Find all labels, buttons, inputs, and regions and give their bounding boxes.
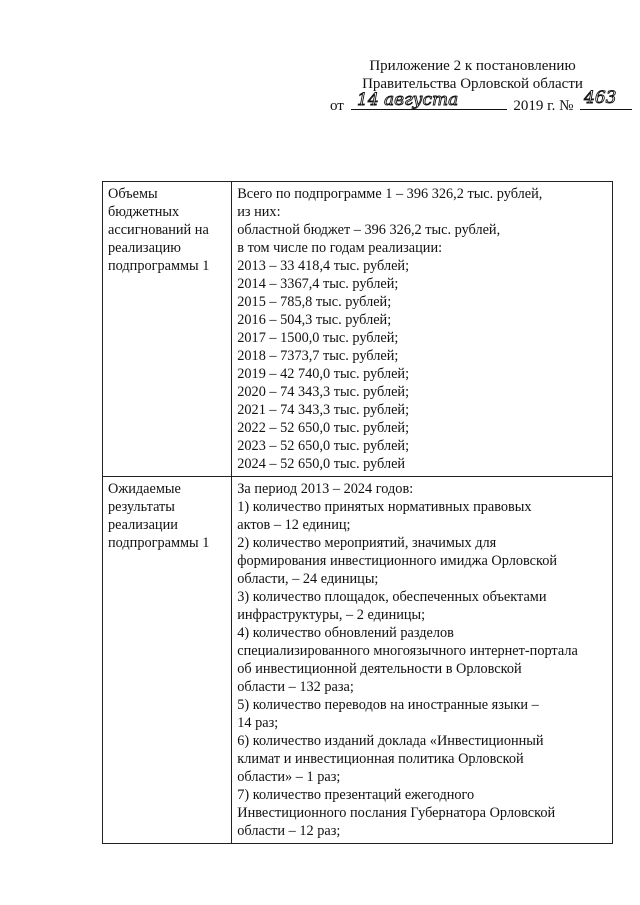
content-line: 2015 – 785,8 тыс. рублей; — [237, 294, 392, 310]
content-line: области – 132 раза; — [237, 679, 354, 695]
content-line: 2019 – 42 740,0 тыс. рублей; — [237, 366, 410, 382]
header-line-date — [330, 88, 617, 115]
label-line: реализации — [108, 517, 178, 533]
content-line: 2013 – 33 418,4 тыс. рублей; — [237, 258, 410, 274]
content-line: Всего по подпрограмме 1 – 396 326,2 тыс. рублей, — [237, 186, 543, 202]
content-line: За период 2013 – 2024 годов: — [237, 481, 414, 497]
content-line: области» – 1 раз; — [237, 769, 341, 785]
content-line: 3) количество площадок, обеспеченных объектами — [237, 589, 547, 605]
handwritten-date-text: 14 августа — [356, 90, 458, 110]
content-line: 1) количество принятых нормативных правовых — [237, 499, 532, 515]
content-line: специализированного многоязычного интернет-портала — [237, 643, 578, 659]
content-line: Инвестиционного послания Губернатора Орловской — [237, 805, 556, 821]
handwritten-date-field — [351, 90, 507, 110]
date-prefix: от — [330, 98, 344, 114]
document-header — [330, 57, 615, 115]
content-line: 2024 – 52 650,0 тыс. рублей — [237, 456, 406, 472]
label-line: бюджетных — [108, 204, 180, 220]
label-line: реализацию — [108, 240, 181, 256]
content-line: 2020 – 74 343,3 тыс. рублей; — [237, 384, 410, 400]
row-content-budget — [232, 182, 613, 477]
handwritten-number-signature — [580, 83, 632, 113]
content-line: из них: — [237, 204, 281, 220]
handwritten-date-signature — [351, 83, 507, 113]
content-line: 2017 – 1500,0 тыс. рублей; — [237, 330, 399, 346]
content-line: 2021 – 74 343,3 тыс. рублей; — [237, 402, 410, 418]
content-line: климат и инвестиционная политика Орловской — [237, 751, 524, 767]
content-line: 2018 – 7373,7 тыс. рублей; — [237, 348, 399, 364]
row-label-budget — [103, 182, 232, 477]
content-line: областной бюджет – 396 326,2 тыс. рублей, — [237, 222, 501, 238]
content-line: 7) количество презентаций ежегодного — [237, 787, 475, 803]
content-line: актов – 12 единиц; — [237, 517, 351, 533]
content-line: формирования инвестиционного имиджа Орловской — [237, 553, 558, 569]
label-line: подпрограммы 1 — [108, 258, 210, 274]
table-row-results — [103, 477, 613, 844]
label-line: ассигнований на — [108, 222, 209, 238]
content-line: 4) количество обновлений разделов — [237, 625, 454, 641]
label-line: подпрограммы 1 — [108, 535, 210, 551]
header-line-government: Правительства Орловской области — [362, 76, 583, 92]
content-line: инфраструктуры, – 2 единицы; — [237, 607, 426, 623]
content-line: 2023 – 52 650,0 тыс. рублей; — [237, 438, 410, 454]
row-label-results — [103, 477, 232, 844]
content-line: об инвестиционной деятельности в Орловской — [237, 661, 522, 677]
content-line: 6) количество изданий доклада «Инвестиционный — [237, 733, 544, 749]
content-line: 14 раз; — [237, 715, 279, 731]
content-line: 2022 – 52 650,0 тыс. рублей; — [237, 420, 410, 436]
content-line: области – 12 раз; — [237, 823, 341, 839]
content-line: 2014 – 3367,4 тыс. рублей; — [237, 276, 399, 292]
table-row-budget — [103, 182, 613, 477]
header-line-appendix: Приложение 2 к постановлению — [369, 58, 576, 74]
label-line: Объемы — [108, 186, 158, 202]
handwritten-number-field — [580, 88, 632, 110]
passport-table — [102, 181, 613, 844]
year-and-number-label: 2019 г. № — [513, 98, 574, 114]
label-line: Ожидаемые — [108, 481, 181, 497]
content-line: 2016 – 504,3 тыс. рублей; — [237, 312, 392, 328]
handwritten-number-text: 463 — [584, 88, 617, 108]
row-content-results — [232, 477, 613, 844]
label-line: результаты — [108, 499, 175, 515]
content-line: области, – 24 единицы; — [237, 571, 379, 587]
content-line: 2) количество мероприятий, значимых для — [237, 535, 497, 551]
content-line: в том числе по годам реализации: — [237, 240, 443, 256]
content-line: 5) количество переводов на иностранные языки – — [237, 697, 539, 713]
